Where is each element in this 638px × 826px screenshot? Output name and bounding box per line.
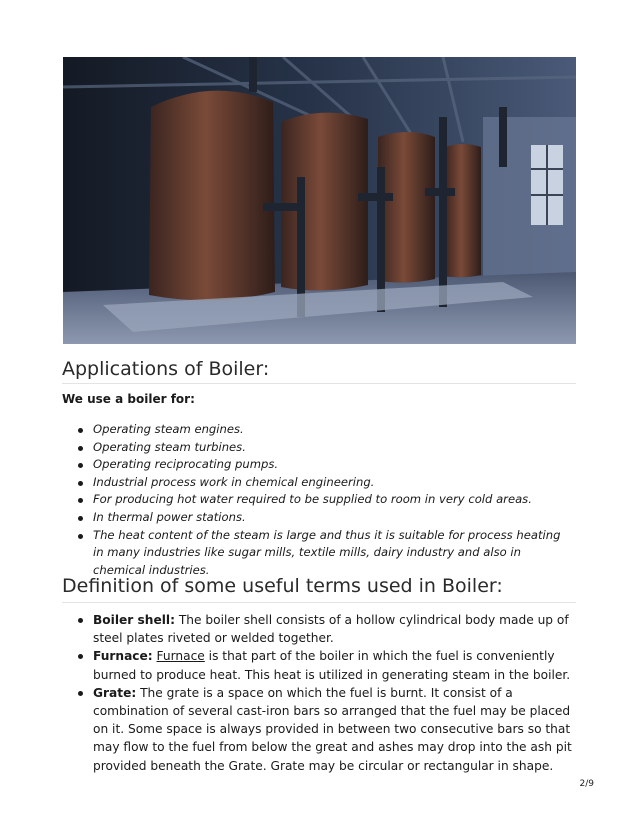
- heading-divider: [62, 383, 576, 384]
- term-label: Furnace:: [93, 649, 153, 664]
- term-label: Boiler shell:: [93, 613, 175, 627]
- heading-divider: [62, 602, 576, 603]
- boiler-room-image: [63, 57, 576, 344]
- applications-heading: Applications of Boiler:: [62, 358, 270, 380]
- furnace-link[interactable]: Furnace: [156, 649, 205, 664]
- list-item: Operating steam turbines.: [62, 439, 562, 457]
- definitions-list: [62, 611, 572, 775]
- definition-boiler-shell: [62, 611, 572, 647]
- applications-list: [62, 421, 562, 579]
- list-item: In thermal power stations.: [62, 509, 562, 527]
- list-item: Operating reciprocating pumps.: [62, 456, 562, 474]
- page-indicator: 2/9: [579, 779, 594, 789]
- term-text: The boiler shell consists of a hollow cylindrical body made up of steel plates riveted or welded together.: [93, 613, 569, 646]
- term-text: The grate is a space on which the fuel is burnt. It consist of a combination of several cast-iron bars so arranged that the fuel may be placed on it. Some space is always provided in between two consecutive bars so that may flow to the fuel from below the great and ashes may drop into the ash pit provided beneath the Grate. Grate may be circular or rectangular in shape.: [93, 685, 572, 773]
- term-text: is that part of the boiler in which the fuel is conveniently burned to produce heat. This heat is utilized in generating steam in the boiler.: [93, 649, 571, 682]
- list-item: For producing hot water required to be supplied to room in very cold areas.: [62, 491, 562, 509]
- definitions-heading: Definition of some useful terms used in Boiler:: [62, 575, 503, 597]
- boiler-photo: [63, 57, 576, 344]
- lead-text: We use a boiler for:: [62, 392, 195, 406]
- list-item: The heat content of the steam is large and thus it is suitable for process heating in many industries like sugar mills, textile mills, dairy industry and also in chemical industries.: [62, 527, 562, 580]
- list-item: Industrial process work in chemical engineering.: [62, 474, 562, 492]
- list-item: Operating steam engines.: [62, 421, 562, 439]
- term-label: Grate:: [93, 685, 137, 700]
- definition-grate: [62, 684, 572, 775]
- definition-furnace: [62, 647, 572, 683]
